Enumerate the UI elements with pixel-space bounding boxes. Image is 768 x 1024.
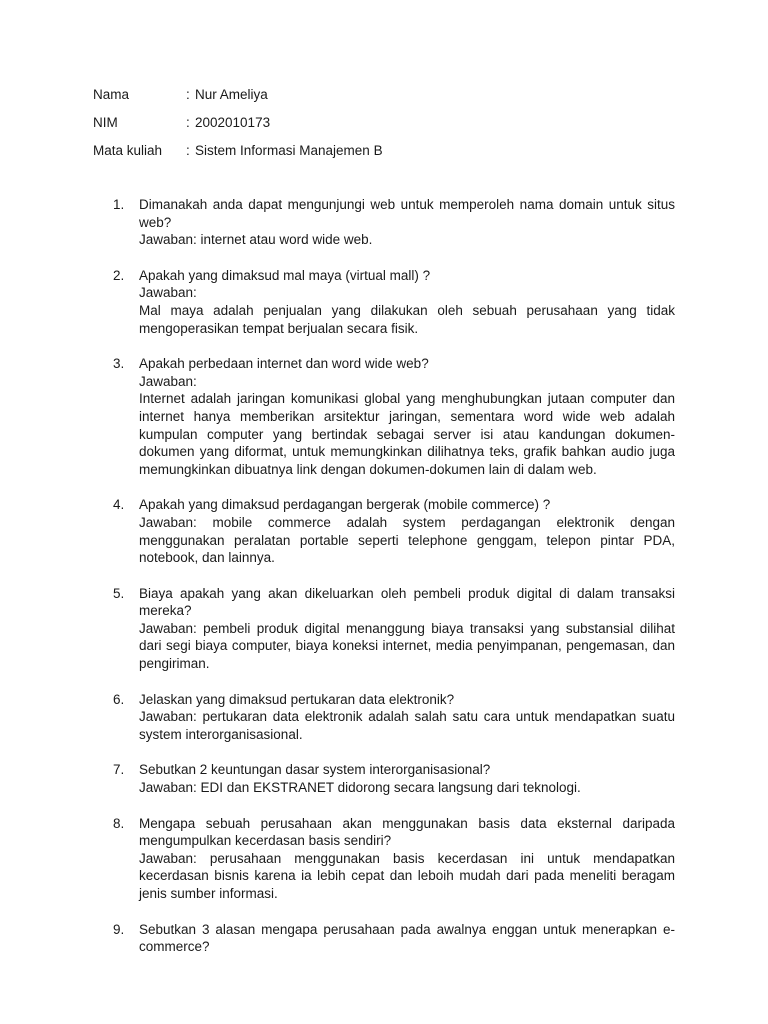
question-text: Apakah yang dimaksud perdagangan bergerak (mobile commerce) ?	[139, 497, 551, 513]
question-text: Dimanakah anda dapat mengunjungi web untuk memperoleh nama domain untuk situs web?	[139, 197, 675, 230]
info-separator: :	[186, 115, 190, 130]
question-item	[113, 355, 675, 478]
info-label: Nama	[93, 87, 130, 102]
question-item	[113, 921, 675, 956]
question-number: 7.	[113, 762, 125, 778]
student-info	[93, 86, 383, 170]
answer-text: Jawaban: perusahaan menggunakan basis kecerdasan ini untuk mendapatkan kecerdasan bisnis karena ia lebih cepat dan leboih mudah dari pada meneliti beragam jenis sumber informasi.	[139, 850, 675, 901]
info-row-matkul	[93, 142, 383, 160]
question-number: 3.	[113, 356, 125, 372]
answer-text: Jawaban: mobile commerce adalah system perdagangan elektronik dengan menggunakan peralatan portable seperti telephone genggam, telepon pintar PDA, notebook, dan lainnya.	[139, 514, 675, 566]
question-item	[113, 691, 675, 744]
info-row-nim	[93, 114, 383, 132]
info-separator: :	[186, 87, 190, 102]
question-number: 6.	[113, 691, 125, 707]
question-text: Mengapa sebuah perusahaan akan menggunakan basis data eksternal daripada mengumpulkan kecerdasan basis sendiri?	[139, 815, 675, 849]
answer-label: Jawaban:	[139, 285, 197, 301]
question-list	[113, 196, 675, 974]
question-item	[113, 196, 675, 249]
answer-text: Jawaban: EDI dan EKSTRANET didorong secara langsung dari teknologi.	[139, 780, 581, 796]
info-value-matkul: Sistem Informasi Manajemen B	[195, 143, 383, 158]
question-text: Biaya apakah yang akan dikeluarkan oleh pembeli produk digital di dalam transaksi mereka?	[139, 585, 675, 619]
question-text: Jelaskan yang dimaksud pertukaran data elektronik?	[139, 691, 455, 707]
question-text: Apakah yang dimaksud mal maya (virtual mall) ?	[139, 267, 431, 283]
question-item	[113, 815, 675, 903]
question-number: 5.	[113, 585, 125, 601]
info-separator: :	[186, 143, 190, 158]
answer-text: Jawaban: pertukaran data elektronik adalah salah satu cara untuk mendapatkan suatu system interorganisasional.	[139, 709, 675, 742]
question-text: Sebutkan 3 alasan mengapa perusahaan pada awalnya enggan untuk menerapkan e-commerce?	[139, 921, 675, 955]
info-label: NIM	[93, 115, 118, 130]
question-item	[113, 267, 675, 337]
answer-text: Mal maya adalah penjualan yang dilakukan oleh sebuah perusahaan yang tidak mengoperasikan tempat berjualan secara fisik.	[139, 302, 675, 336]
info-value-nim: 2002010173	[195, 115, 271, 130]
question-number: 8.	[113, 815, 125, 831]
question-text: Apakah perbedaan internet dan word wide web?	[139, 356, 429, 372]
answer-text: Jawaban: pembeli produk digital menanggung biaya transaksi yang substansial dilihat dari segi biaya computer, biaya koneksi internet, media penyimpanan, pengemasan, dan pengiriman.	[139, 620, 675, 672]
question-item	[113, 585, 675, 673]
answer-text: Jawaban: internet atau word wide web.	[139, 232, 373, 248]
info-label: Mata kuliah	[93, 143, 163, 158]
question-number: 1.	[113, 197, 125, 212]
question-number: 4.	[113, 497, 125, 513]
question-item	[113, 496, 675, 566]
question-text: Sebutkan 2 keuntungan dasar system interorganisasional?	[139, 762, 491, 778]
question-number: 2.	[113, 267, 125, 283]
info-row-nama	[93, 86, 383, 104]
question-item	[113, 761, 675, 796]
answer-text: Internet adalah jaringan komunikasi global yang menghubungkan jutaan computer dan internet hanya memberikan arsitektur jaringan, sementara word wide web adalah kumpulan computer yang bertindak sebagai server isi atau kandungan dokumen-dokumen yang diformat, untuk memungkinkan dilihatnya teks, grafik bahkan audio juga memungkinkan dibuatnya link dengan dokumen-dokumen lain di dalam web.	[139, 391, 675, 477]
question-number: 9.	[113, 921, 125, 937]
info-value-nama: Nur Ameliya	[195, 87, 268, 102]
answer-label: Jawaban:	[139, 373, 197, 389]
